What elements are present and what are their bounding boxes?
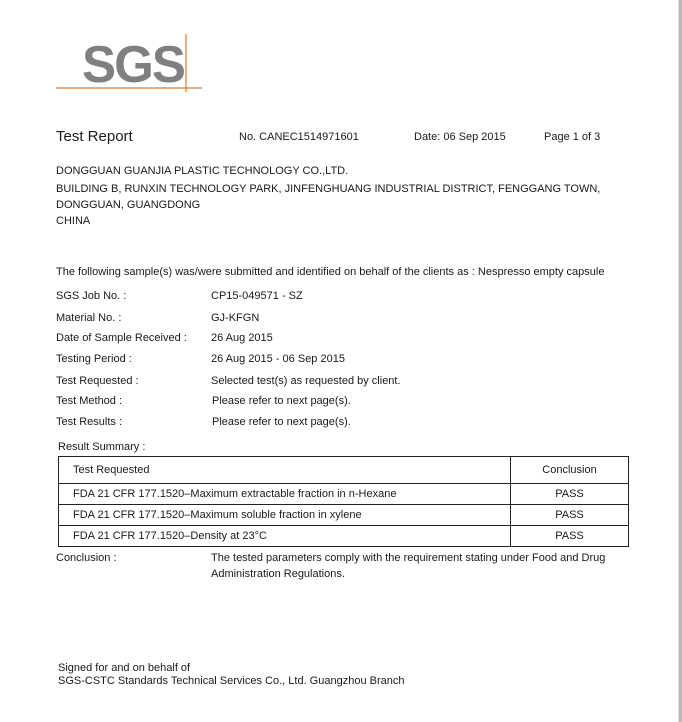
field-value: Please refer to next page(s). — [212, 416, 351, 428]
signature-line2: SGS-CSTC Standards Technical Services Co., Ltd. Guangzhou Branch — [58, 675, 405, 687]
field-label: Testing Period : — [56, 353, 132, 365]
conclusion-text-line1: The tested parameters comply with the requirement stating under Food and Drug — [211, 552, 606, 564]
table-row — [59, 526, 629, 547]
table-row — [59, 505, 629, 526]
result-summary-label: Result Summary : — [58, 441, 146, 453]
field-label: Test Requested : — [56, 375, 139, 387]
test-cell: FDA 21 CFR 177.1520–Density at 23°C — [59, 526, 511, 547]
field-label: Test Method : — [56, 395, 123, 407]
result-cell: PASS — [511, 484, 629, 505]
table-header-row — [59, 457, 629, 484]
test-cell: FDA 21 CFR 177.1520–Maximum soluble fraction in xylene — [59, 505, 511, 526]
report-title: Test Report — [56, 128, 133, 145]
report-date: Date: 06 Sep 2015 — [414, 131, 506, 143]
client-country: CHINA — [56, 215, 91, 227]
conclusion-text-line2: Administration Regulations. — [211, 568, 345, 580]
result-cell: PASS — [511, 526, 629, 547]
field-value: CP15-049571 - SZ — [211, 290, 303, 302]
sgs-logo-graphic — [56, 30, 202, 92]
column-header-test: Test Requested — [59, 457, 511, 484]
field-value: Selected test(s) as requested by client. — [211, 375, 401, 387]
sgs-logo — [56, 30, 202, 92]
client-address-line1: BUILDING B, RUNXIN TECHNOLOGY PARK, JINFENGHUANG INDUSTRIAL DISTRICT, FENGGANG TOWN, — [56, 183, 601, 195]
field-value: Please refer to next page(s). — [212, 395, 351, 407]
field-label: Date of Sample Received : — [56, 332, 187, 344]
result-cell: PASS — [511, 505, 629, 526]
result-summary-table — [58, 456, 629, 547]
client-name: DONGGUAN GUANJIA PLASTIC TECHNOLOGY CO.,LTD. — [56, 165, 349, 177]
conclusion-label: Conclusion : — [56, 552, 117, 564]
test-cell: FDA 21 CFR 177.1520–Maximum extractable fraction in n-Hexane — [59, 484, 511, 505]
svg-text:SGS: SGS — [82, 36, 185, 92]
field-label: SGS Job No. : — [56, 290, 127, 302]
column-header-conclusion: Conclusion — [511, 457, 629, 484]
field-label: Test Results : — [56, 416, 123, 428]
field-label: Material No. : — [56, 312, 122, 324]
sample-intro: The following sample(s) was/were submitted and identified on behalf of the clients as : Nespresso empty capsule — [56, 266, 605, 278]
field-value: 26 Aug 2015 - 06 Sep 2015 — [211, 353, 345, 365]
report-number: No. CANEC1514971601 — [239, 131, 359, 143]
field-value: GJ-KFGN — [211, 312, 260, 324]
signature-line1: Signed for and on behalf of — [58, 662, 191, 674]
client-address-line2: DONGGUAN, GUANGDONG — [56, 199, 201, 211]
table-row — [59, 484, 629, 505]
field-value: 26 Aug 2015 — [211, 332, 273, 344]
page-indicator: Page 1 of 3 — [544, 131, 601, 143]
